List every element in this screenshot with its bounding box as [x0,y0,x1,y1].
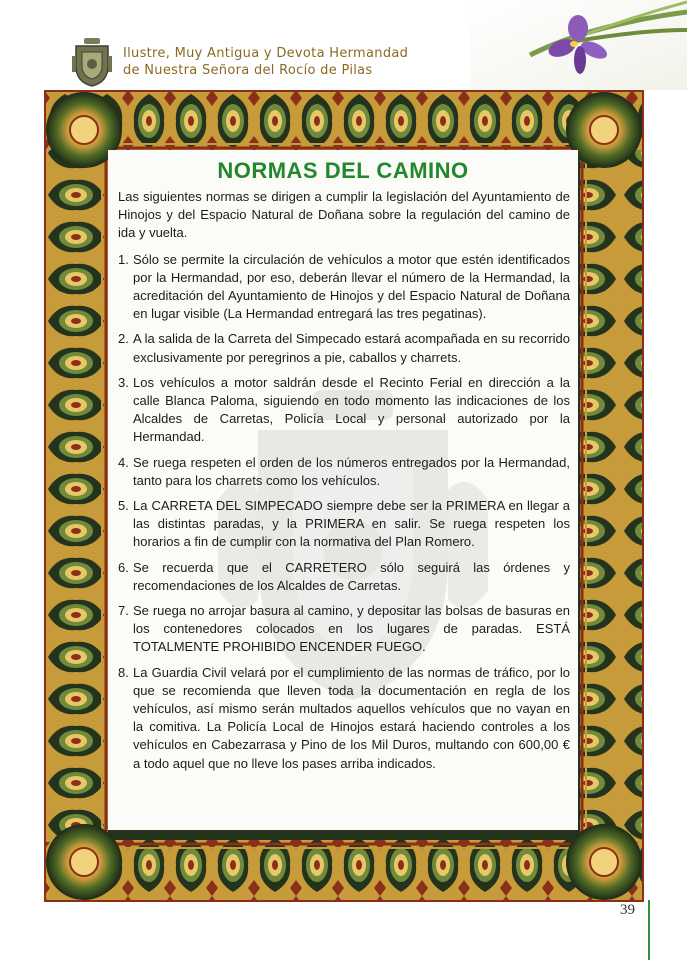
rule-number: 4. [118,454,129,470]
page-number-rule [648,900,650,960]
rule-text: Se recuerda que el CARRETERO sólo seguirá las órdenes y recomendaciones de los Alcaldes de Carretas. [133,559,570,593]
rule-text: A la salida de la Carreta del Simpecado estará acompañada en su recorrido exclusivamente por peregrinos a pie, caballos y charrets. [133,331,570,365]
rule-text: Los vehículos a motor saldrán desde el Recinto Ferial en dirección a la calle Blanca Paloma, siguiendo en todo momento las indicaciones de los Alcaldes de Carretas, Policía Local y personal autorizado por la Hermandad. [133,374,570,445]
corner-medallion [566,824,642,900]
rule-number: 5. [118,498,129,514]
rule-item [118,602,570,657]
page-title: NORMAS DEL CAMINO [217,158,469,183]
page-header [0,0,687,90]
content-panel [108,150,578,830]
rule-number: 2. [118,331,129,347]
rule-item [118,664,570,773]
rule-number: 3. [118,374,129,390]
brand-text [123,45,408,79]
rule-number: 6. [118,559,129,575]
brand-line-1: Ilustre, Muy Antigua y Devota Hermandad [123,46,409,61]
rule-number: 1. [118,251,129,267]
rules-content [118,188,570,780]
crest-icon [70,36,114,88]
rule-item [118,374,570,447]
rule-item [118,559,570,595]
rule-item [118,330,570,366]
intro-paragraph: Las siguientes normas se dirigen a cumplir la legislación del Ayuntamiento de Hinojos y del Espacio Natural de Doñana sobre la regulación del camino de ida y vuelta. [118,189,570,241]
rule-item [118,251,570,324]
rule-text: La Guardia Civil velará por el cumplimiento de las normas de tráfico, por lo que se recomienda que lleven toda la documentación en regla de los vehículos, así mismo serán multados aquellos vehículos que no vayan en la comitiva. La Policía Local de Hinojos estará haciendo controles a los vehículos en Cabezarrasa y Pino de los Mil Duros, multando con 600,00 € a todo aquel que no lleve los pases arriba indicados. [133,664,570,771]
rule-text: Se ruega respeten el orden de los números entregados por la Hermandad, tanto para los charrets como los vehículos. [133,454,570,488]
corner-medallion [46,824,122,900]
rule-text: Sólo se permite la circulación de vehículos a motor que estén identificados por la Hermandad, por eso, deberán llevar el número de la Hermandad, la acreditación del Ayuntamiento de Hinojos y del Espacio Natural de Doñana en lugar visible (La Hermandad entregará las tres pegatinas). [133,251,570,322]
rule-number: 7. [118,603,129,619]
rule-number: 8. [118,664,129,680]
rule-item [118,454,570,490]
brand-line-2: de Nuestra Señora del Rocío de Pilas [123,63,373,78]
rule-text: Se ruega no arrojar basura al camino, y depositar las bolsas de basuras en los contenedores colocados en los lugares de paradas. ESTÁ TOTALMENTE PROHIBIDO ENCENDER FUEGO. [133,603,570,655]
rule-item [118,497,570,552]
iris-flower-icon [470,0,687,90]
page-number: 39 [620,902,635,918]
rule-text: La CARRETA DEL SIMPECADO siempre debe ser la PRIMERA en llegar a las distintas paradas, y la PRIMERA en salir. Se ruega respeten los horarios a fin de cumplir con la normativa del Plan Romero. [133,498,570,550]
